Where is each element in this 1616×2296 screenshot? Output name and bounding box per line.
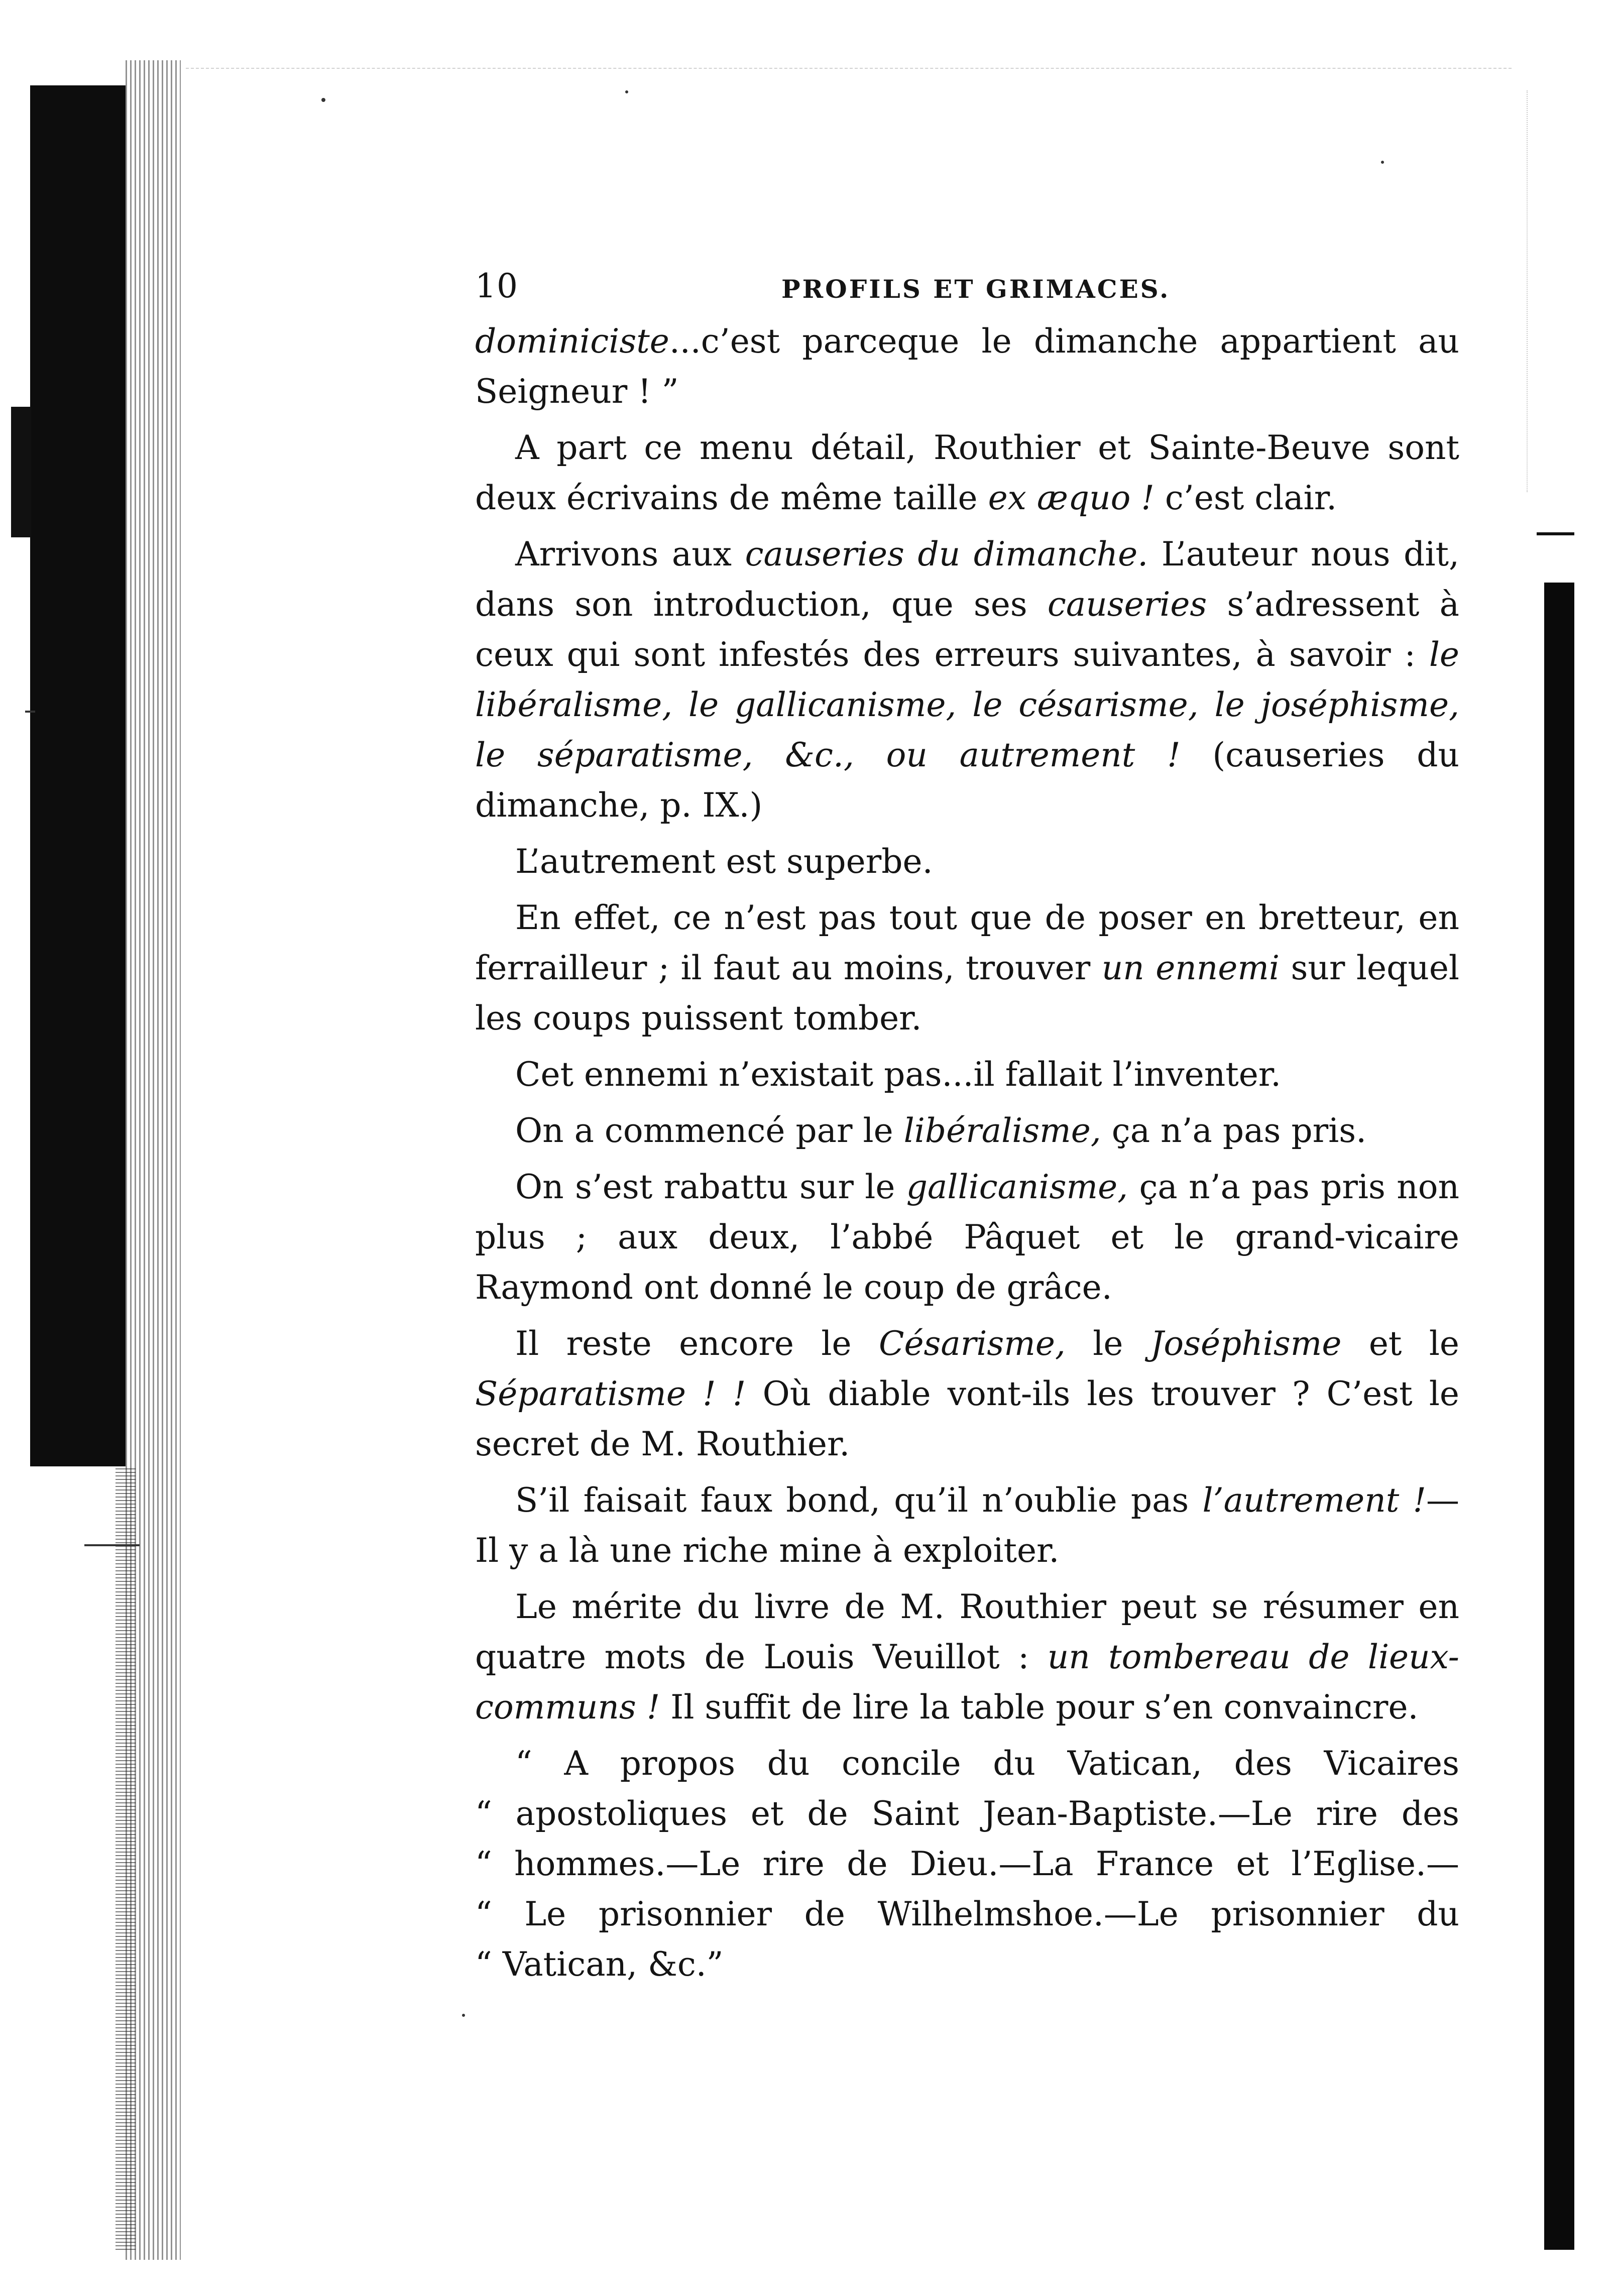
text-run: Où diable vont-ils les trouver ? C’est le secret de M. Routhier. bbox=[475, 1374, 1459, 1463]
text-run: ça n’a pas pris non plus ; aux deux, l’abbé Pâquet et le grand-vicaire Raymond ont donné le coup de grâce. bbox=[475, 1168, 1459, 1307]
margin-mark bbox=[25, 711, 35, 713]
text-run: ça n’a pas pris. bbox=[1101, 1111, 1367, 1150]
text-run: — Il y a là une riche mine à exploiter. bbox=[475, 1481, 1459, 1570]
text-run: On a commencé par le bbox=[515, 1111, 904, 1150]
speck bbox=[625, 90, 628, 93]
binding-shadow bbox=[30, 85, 126, 1466]
paragraph bbox=[475, 1319, 1459, 1469]
paragraph bbox=[475, 1106, 1459, 1156]
text-run: c’est clair. bbox=[1154, 479, 1337, 517]
binding-notch bbox=[11, 407, 31, 537]
paragraph bbox=[475, 1050, 1459, 1100]
text-run: le bbox=[1065, 1324, 1150, 1363]
paragraph bbox=[475, 529, 1459, 831]
text-run: L’auteur nous dit, dans son introduction, que ses bbox=[475, 535, 1459, 624]
italic-text: causeries bbox=[1047, 585, 1207, 624]
right-edge-shadow bbox=[1544, 583, 1574, 2250]
paragraph bbox=[475, 1475, 1459, 1576]
page-edge-top bbox=[186, 68, 1512, 70]
quotation-line: “ Le prisonnier de Wilhelmshoe.—Le prisonnier du bbox=[475, 1895, 1459, 1933]
book-page bbox=[475, 261, 1459, 1990]
text-run: s’adressent à ceux qui sont infestés des erreurs suivantes, à savoir : bbox=[475, 585, 1459, 674]
quotation-block bbox=[475, 1739, 1459, 1990]
italic-text: ex æquo ! bbox=[988, 479, 1155, 517]
italic-text: le libéralisme, le gallicanisme, le césarisme, le joséphisme, le séparatisme, &c., ou autrement ! bbox=[475, 635, 1459, 774]
page-number: 10 bbox=[475, 267, 518, 305]
italic-text: libéralisme, bbox=[903, 1111, 1101, 1150]
quotation-line: “ A propos du concile du Vatican, des Vicaires bbox=[515, 1744, 1459, 1783]
speck bbox=[1381, 161, 1384, 164]
text-run: L’autrement est superbe. bbox=[515, 842, 933, 881]
running-title: PROFILS ET GRIMACES. bbox=[781, 274, 1171, 304]
text-run: On s’est rabattu sur le bbox=[515, 1168, 906, 1206]
italic-text: gallicanisme, bbox=[906, 1168, 1128, 1206]
italic-text: Séparatisme ! ! bbox=[475, 1374, 746, 1413]
italic-text: un ennemi bbox=[1101, 949, 1280, 987]
text-run: ...c’est parceque le dimanche appartient au Seigneur ! ” bbox=[475, 322, 1459, 411]
text-run: et le bbox=[1341, 1324, 1459, 1363]
page-edge-right bbox=[1527, 90, 1529, 492]
quotation-line: “ apostoliques et de Saint Jean-Baptiste.—Le rire des bbox=[475, 1794, 1459, 1833]
text-run: (causeries du dimanche, p. IX.) bbox=[475, 736, 1459, 825]
text-run: A part ce menu détail, Routhier et Sainte-Beuve sont deux écrivains de même taille bbox=[475, 428, 1459, 517]
text-run: Cet ennemi n’existait pas...il fallait l’inventer. bbox=[515, 1055, 1282, 1094]
binding-fringe-lower bbox=[116, 1466, 136, 2250]
italic-text: causeries du dimanche. bbox=[745, 535, 1148, 573]
right-edge-mark bbox=[1537, 532, 1574, 535]
body-text bbox=[475, 316, 1459, 1733]
italic-text: Césarisme, bbox=[878, 1324, 1066, 1363]
text-run: En effet, ce n’est pas tout que de poser en bretteur, en ferrailleur ; il faut au moins, trouver bbox=[475, 898, 1459, 987]
paragraph bbox=[475, 893, 1459, 1044]
text-run: sur lequel les coups puissent tomber. bbox=[475, 949, 1459, 1038]
italic-text: Joséphisme bbox=[1150, 1324, 1342, 1363]
italic-text: un tombereau de lieux-communs ! bbox=[475, 1638, 1459, 1727]
quotation-line: “ Vatican, &c.” bbox=[475, 1945, 724, 1984]
paragraph bbox=[475, 1162, 1459, 1313]
margin-mark bbox=[84, 1544, 140, 1546]
italic-text: l’autrement ! bbox=[1202, 1481, 1426, 1520]
running-head bbox=[475, 261, 1459, 316]
speck bbox=[462, 2014, 465, 2017]
text-run: Il reste encore le bbox=[515, 1324, 879, 1363]
speck bbox=[321, 98, 325, 102]
paragraph bbox=[475, 837, 1459, 887]
text-run: S’il faisait faux bond, qu’il n’oublie pas bbox=[515, 1481, 1203, 1520]
text-run: Il suffit de lire la table pour s’en convaincre. bbox=[660, 1688, 1419, 1727]
text-run: Le mérite du livre de M. Routhier peut se résumer en quatre mots de Louis Veuillot : bbox=[475, 1587, 1459, 1676]
quotation-line: “ hommes.—Le rire de Dieu.—La France et l’Eglise.— bbox=[475, 1845, 1459, 1883]
paragraph bbox=[475, 423, 1459, 523]
italic-text: dominiciste bbox=[475, 322, 669, 361]
paragraph bbox=[475, 1582, 1459, 1733]
text-run: Arrivons aux bbox=[515, 535, 745, 573]
paragraph bbox=[475, 316, 1459, 417]
